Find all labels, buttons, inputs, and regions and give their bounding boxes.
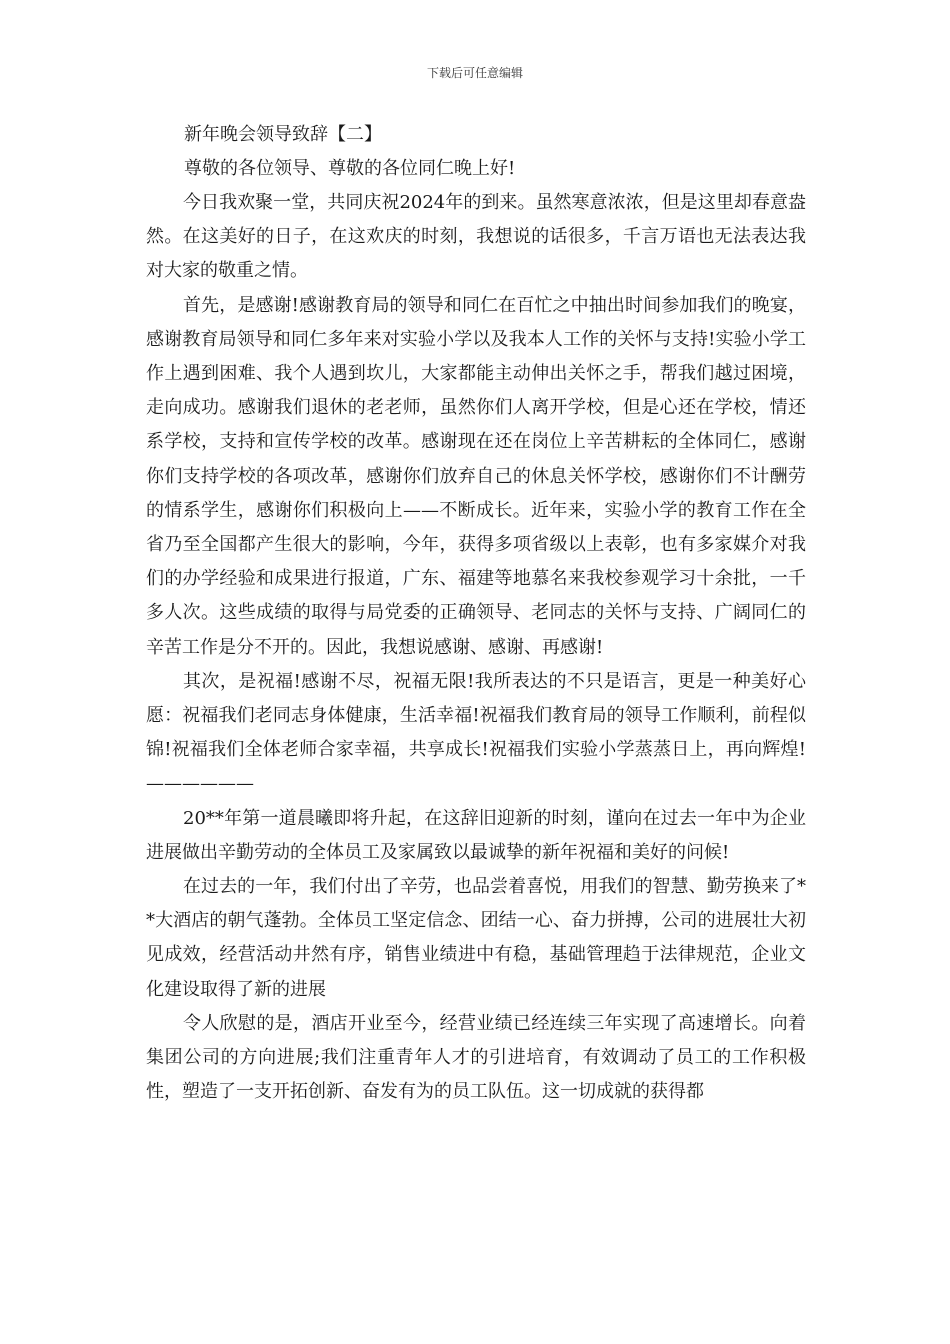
paragraph-3: 其次，是祝福!感谢不尽，祝福无限!我所表达的不只是语言，更是一种美好心愿：祝福我们老同志身体健康，生活幸福!祝福我们教育局的领导工作顺利，前程似锦!祝福我们全体老师合家幸福，共享成长!祝福我们实验小学蒸蒸日上，再向辉煌!—————— xyxy=(146,670,806,795)
paragraph-1: 今日我欢聚一堂，共同庆祝2024年的到来。虽然寒意浓浓，但是这里却春意盎然。在这美好的日子，在这欢庆的时刻，我想说的话很多，千言万语也无法表达我对大家的敬重之情。 xyxy=(146,192,806,282)
paragraph-2: 首先，是感谢!感谢教育局的领导和同仁在百忙之中抽出时间参加我们的晚宴，感谢教育局领导和同仁多年来对实验小学以及我本人工作的关怀与支持!实验小学工作上遇到困难、我个人遇到坎儿，大家都能主动伸出关怀之手，帮我们越过困境，走向成功。感谢我们退休的老老师，虽然你们人离开学校，但是心还在学校，情还系学校，支持和宣传学校的改革。感谢现在还在岗位上辛苦耕耘的全体同仁，感谢你们支持学校的各项改革，感谢你们放弃自己的休息关怀学校，感谢你们不计酬劳的情系学生，感谢你们积极向上——不断成长。近年来，实验小学的教育工作在全省乃至全国都产生很大的影响，今年，获得多项省级以上表彰，也有多家媒介对我们的办学经验和成果进行报道，广东、福建等地慕名来我校参观学习十余批，一千多人次。这些成绩的取得与局党委的正确领导、老同志的关怀与支持、广阔同仁的辛苦工作是分不开的。因此，我想说感谢、感谢、再感谢! xyxy=(146,294,806,658)
greeting: 尊敬的各位领导、尊敬的各位同仁晚上好! xyxy=(184,158,516,179)
paragraph-6: 令人欣慰的是，酒店开业至今，经营业绩已经连续三年实现了高速增长。向着集团公司的方向进展;我们注重青年人才的引进培育，有效调动了员工的工作积极性，塑造了一支开拓创新、奋发有为的员工队伍。这一切成就的获得都 xyxy=(146,1012,806,1103)
document-body xyxy=(146,118,806,1109)
document-title: 新年晚会领导致辞【二】 xyxy=(184,124,382,145)
paragraph-5: 在过去的一年，我们付出了辛劳，也品尝着喜悦，用我们的智慧、勤劳换来了**大酒店的朝气蓬勃。全体员工坚定信念、团结一心、奋力拼搏，公司的进展壮大初见成效，经营活动井然有序，销售业绩进中有稳，基础管理趋于法律规范，企业文化建设取得了新的进展 xyxy=(146,876,806,1000)
paragraph-4: 20**年第一道晨曦即将升起，在这辞旧迎新的时刻，谨向在过去一年中为企业进展做出辛勤劳动的全体员工及家属致以最诚挚的新年祝福和美好的问候! xyxy=(146,807,806,863)
page-header-note: 下载后可任意编辑 xyxy=(426,66,523,80)
